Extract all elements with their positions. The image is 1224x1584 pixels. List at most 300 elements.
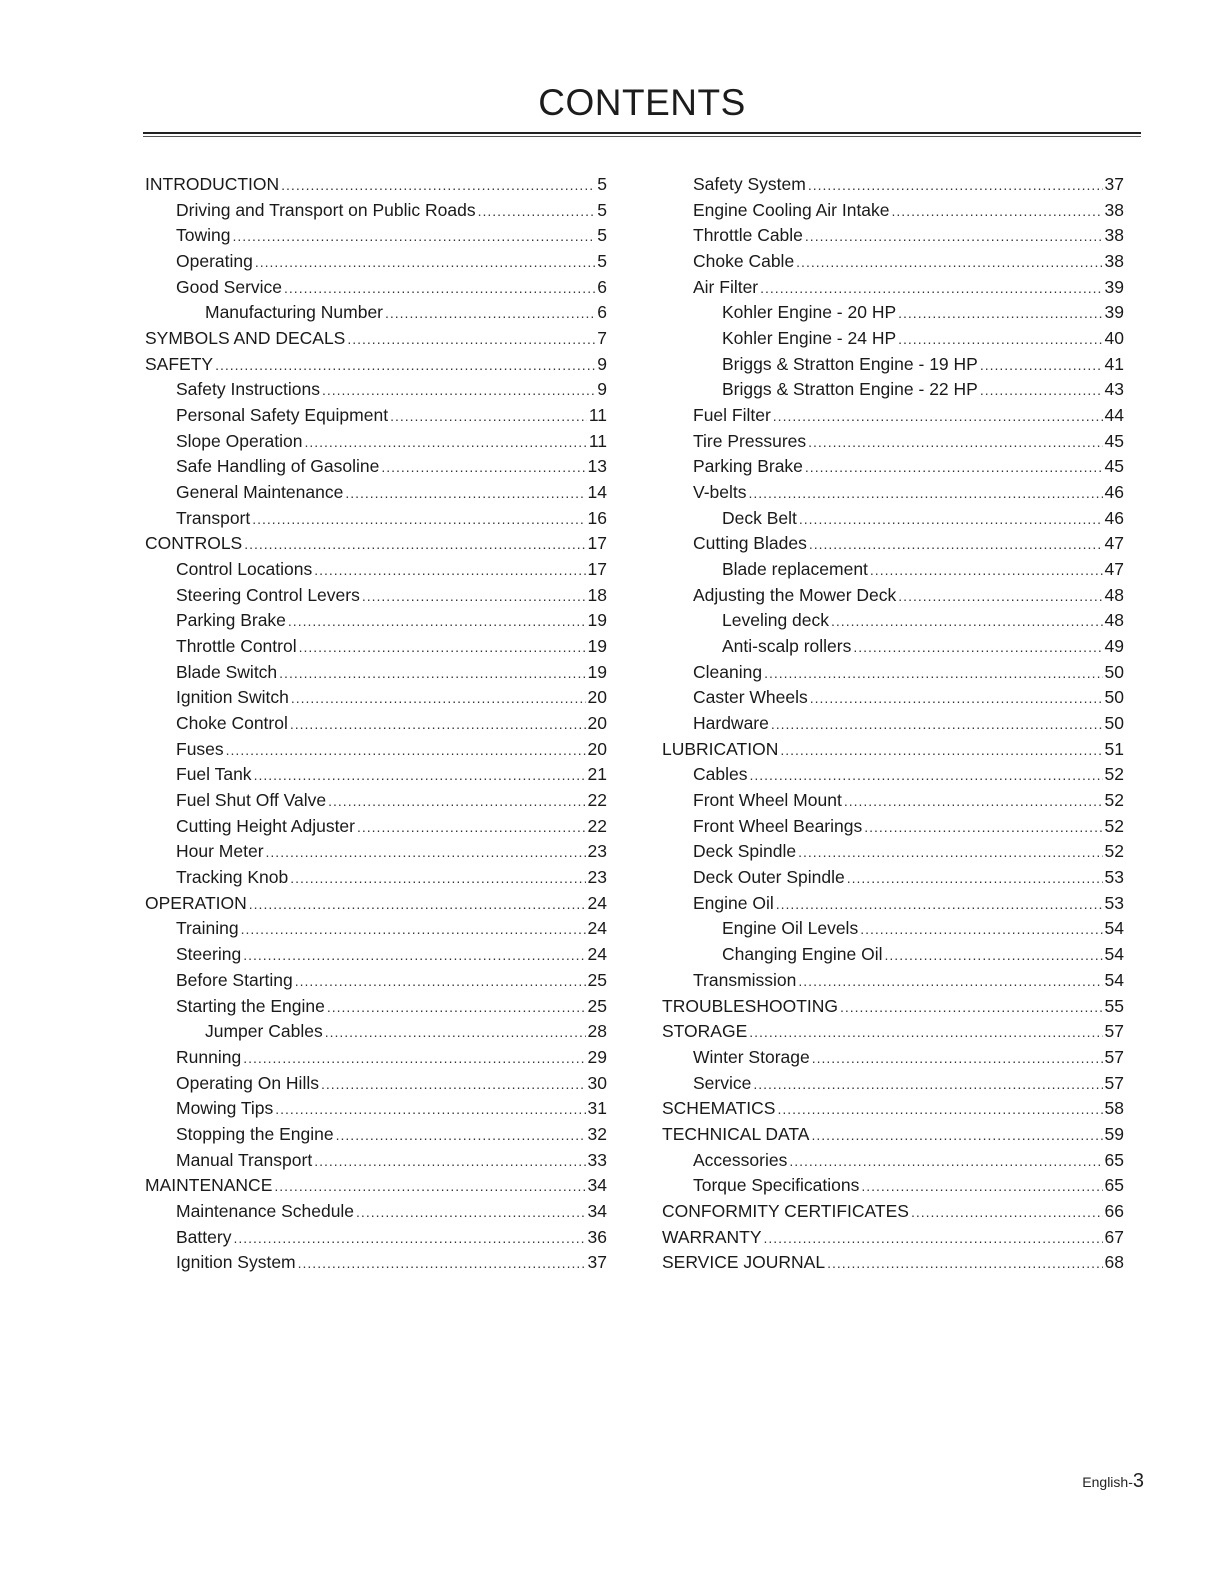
toc-entry[interactable]	[662, 326, 1124, 352]
dot-leader	[243, 1046, 585, 1071]
toc-entry[interactable]	[145, 942, 607, 968]
toc-entry-page: 25	[587, 969, 607, 990]
dot-leader	[226, 738, 586, 763]
toc-entry[interactable]	[662, 300, 1124, 326]
toc-entry-title: Engine Oil	[693, 892, 774, 913]
toc-entry-page: 19	[587, 661, 607, 682]
toc-entry[interactable]	[662, 762, 1124, 788]
toc-entry-page: 7	[597, 328, 607, 349]
toc-entry-title: Battery	[176, 1226, 232, 1247]
toc-entry[interactable]	[662, 916, 1124, 942]
dot-leader	[274, 1174, 585, 1199]
dot-leader	[275, 1097, 585, 1122]
toc-entry-title: MAINTENANCE	[145, 1175, 273, 1196]
toc-entry-title: Front Wheel Mount	[693, 790, 842, 811]
dot-leader	[809, 532, 1103, 557]
toc-entry[interactable]	[145, 660, 607, 686]
toc-entry[interactable]	[662, 352, 1124, 378]
toc-entry[interactable]	[145, 300, 607, 326]
dot-leader	[749, 763, 1102, 788]
toc-entry-title: LUBRICATION	[662, 738, 779, 759]
toc-entry-page: 36	[587, 1226, 607, 1247]
dot-leader	[347, 327, 595, 352]
toc-entry[interactable]	[662, 865, 1124, 891]
footer-page-number: 3	[1132, 1470, 1144, 1492]
toc-entry[interactable]	[145, 1173, 607, 1199]
toc-entry-title: Leveling deck	[722, 610, 830, 631]
toc-entry[interactable]	[145, 326, 607, 352]
toc-entry-title: Deck Belt	[722, 507, 797, 528]
dot-leader	[266, 840, 586, 865]
toc-entry-page: 38	[1104, 251, 1124, 272]
toc-entry[interactable]	[662, 429, 1124, 455]
toc-entry[interactable]	[662, 660, 1124, 686]
toc-entry-title: STORAGE	[662, 1021, 748, 1042]
toc-entry[interactable]	[662, 1122, 1124, 1148]
toc-entry[interactable]	[145, 762, 607, 788]
toc-entry-page: 19	[587, 636, 607, 657]
toc-entry-title: Tire Pressures	[693, 430, 807, 451]
dot-leader	[980, 353, 1103, 378]
toc-entry[interactable]	[662, 1199, 1124, 1225]
toc-entry-title: Safe Handling of Gasoline	[176, 456, 380, 477]
toc-entry[interactable]	[145, 352, 607, 378]
dot-leader	[771, 712, 1103, 737]
dot-leader	[314, 558, 585, 583]
dot-leader	[336, 1123, 586, 1148]
toc-entry-title: SERVICE JOURNAL	[662, 1252, 826, 1273]
toc-entry-page: 9	[597, 379, 607, 400]
toc-entry[interactable]	[662, 275, 1124, 301]
toc-entry[interactable]	[145, 685, 607, 711]
dot-leader	[288, 609, 586, 634]
dot-leader	[255, 250, 595, 275]
toc-entry[interactable]	[145, 608, 607, 634]
toc-entry-title: Maintenance Schedule	[176, 1200, 355, 1221]
dot-leader	[810, 686, 1103, 711]
toc-entry-page: 29	[587, 1046, 607, 1067]
dot-leader	[244, 532, 585, 557]
dot-leader	[322, 378, 595, 403]
toc-entry-page: 24	[587, 892, 607, 913]
toc-entry-title: Throttle Control	[176, 636, 297, 657]
dot-leader	[780, 738, 1102, 763]
toc-entry-page: 43	[1104, 379, 1124, 400]
toc-entry-page: 67	[1104, 1226, 1124, 1247]
toc-entry-title: TROUBLESHOOTING	[662, 995, 838, 1016]
toc-entry[interactable]	[662, 994, 1124, 1020]
dot-leader	[327, 995, 586, 1020]
toc-entry[interactable]	[145, 839, 607, 865]
toc-entry[interactable]	[145, 968, 607, 994]
toc-entry-title: Throttle Cable	[693, 225, 803, 246]
toc-entry-title: Fuses	[176, 738, 224, 759]
toc-entry-title: OPERATION	[145, 892, 247, 913]
toc-entry-page: 14	[587, 482, 607, 503]
dot-leader	[254, 763, 586, 788]
toc-entry-title: Engine Oil Levels	[722, 918, 859, 939]
toc-entry-page: 45	[1104, 430, 1124, 451]
toc-entry-title: Fuel Tank	[176, 764, 252, 785]
toc-entry-page: 53	[1104, 892, 1124, 913]
toc-entry-page: 17	[587, 559, 607, 580]
toc-entry-page: 47	[1104, 559, 1124, 580]
toc-entry-title: Fuel Filter	[693, 405, 771, 426]
toc-entry-page: 18	[587, 584, 607, 605]
toc-entry-page: 48	[1104, 610, 1124, 631]
toc-entry-title: Operating On Hills	[176, 1072, 319, 1093]
toc-entry[interactable]	[145, 814, 607, 840]
toc-entry-page: 55	[1104, 995, 1124, 1016]
toc-entry[interactable]	[662, 557, 1124, 583]
toc-entry-page: 54	[1104, 969, 1124, 990]
toc-entry-title: Transmission	[693, 969, 797, 990]
toc-entry-title: Caster Wheels	[693, 687, 808, 708]
toc-entry-title: Safety Instructions	[176, 379, 320, 400]
toc-entry[interactable]	[145, 275, 607, 301]
toc-entry-page: 54	[1104, 918, 1124, 939]
toc-entry[interactable]	[662, 685, 1124, 711]
dot-leader	[478, 199, 596, 224]
toc-entry-page: 13	[587, 456, 607, 477]
dot-leader	[298, 1251, 586, 1276]
dot-leader	[233, 1226, 585, 1251]
toc-entry[interactable]	[662, 968, 1124, 994]
toc-entry-title: Briggs & Stratton Engine - 22 HP	[722, 379, 978, 400]
toc-entry[interactable]	[662, 1250, 1124, 1276]
toc-entry[interactable]	[145, 557, 607, 583]
toc-entry[interactable]	[662, 403, 1124, 429]
toc-entry-title: Kohler Engine - 20 HP	[722, 302, 897, 323]
dot-leader	[291, 686, 586, 711]
toc-entry-title: Hardware	[693, 713, 769, 734]
toc-entry-page: 20	[587, 738, 607, 759]
toc-entry[interactable]	[145, 891, 607, 917]
toc-entry-title: Parking Brake	[176, 610, 286, 631]
toc-entry-title: Cables	[693, 764, 748, 785]
toc-entry-title: Personal Safety Equipment	[176, 405, 389, 426]
dot-leader	[252, 507, 585, 532]
toc-entry[interactable]	[145, 1045, 607, 1071]
dot-leader	[808, 430, 1102, 455]
toc-entry-title: Ignition System	[176, 1252, 296, 1273]
toc-entry[interactable]	[662, 711, 1124, 737]
toc-entry[interactable]	[662, 942, 1124, 968]
toc-entry-title: Cutting Blades	[693, 533, 807, 554]
toc-entry[interactable]	[145, 403, 607, 429]
toc-entry[interactable]	[145, 506, 607, 532]
toc-entry[interactable]	[145, 1225, 607, 1251]
toc-entry[interactable]	[145, 531, 607, 557]
dot-leader	[356, 1200, 585, 1225]
dot-leader	[385, 301, 595, 326]
page-footer	[1082, 1470, 1144, 1493]
toc-entry[interactable]	[145, 198, 607, 224]
toc-entry-title: Steering Control Levers	[176, 584, 360, 605]
toc-entry-title: Changing Engine Oil	[722, 944, 883, 965]
toc-entry-page: 52	[1104, 764, 1124, 785]
dot-leader	[299, 635, 586, 660]
toc-entry-page: 51	[1104, 738, 1124, 759]
toc-entry-page: 25	[587, 995, 607, 1016]
toc-entry[interactable]	[145, 480, 607, 506]
toc-entry-page: 34	[587, 1200, 607, 1221]
toc-entry[interactable]	[662, 634, 1124, 660]
toc-entry-page: 46	[1104, 482, 1124, 503]
toc-entry-title: General Maintenance	[176, 482, 344, 503]
dot-leader	[870, 558, 1103, 583]
toc-entry-title: Anti-scalp rollers	[722, 636, 852, 657]
toc-left-column	[145, 172, 607, 1276]
toc-entry[interactable]	[145, 865, 607, 891]
toc-entry-page: 38	[1104, 199, 1124, 220]
toc-entry[interactable]	[662, 198, 1124, 224]
toc-entry[interactable]	[662, 583, 1124, 609]
toc-entry-page: 33	[587, 1149, 607, 1170]
toc-entry-page: 46	[1104, 507, 1124, 528]
toc-entry[interactable]	[662, 788, 1124, 814]
toc-entry[interactable]	[145, 583, 607, 609]
toc-entry-page: 38	[1104, 225, 1124, 246]
dot-leader	[847, 866, 1103, 891]
dot-leader	[898, 584, 1102, 609]
toc-entry[interactable]	[145, 249, 607, 275]
toc-entry[interactable]	[662, 1173, 1124, 1199]
toc-entry-title: Service	[693, 1072, 752, 1093]
toc-entry[interactable]	[145, 1250, 607, 1276]
toc-entry-title: Choke Cable	[693, 251, 795, 272]
dot-leader	[764, 1226, 1103, 1251]
toc-entry-title: Manufacturing Number	[205, 302, 383, 323]
toc-entry-page: 50	[1104, 687, 1124, 708]
toc-entry[interactable]	[662, 1096, 1124, 1122]
toc-entry-title: V-belts	[693, 482, 747, 503]
toc-entry-page: 50	[1104, 713, 1124, 734]
toc-entry[interactable]	[662, 608, 1124, 634]
toc-entry-title: Running	[176, 1046, 242, 1067]
dot-leader	[798, 969, 1102, 994]
dot-leader	[805, 455, 1103, 480]
toc-entry-title: Starting the Engine	[176, 995, 325, 1016]
toc-entry-title: Front Wheel Bearings	[693, 815, 863, 836]
toc-entry-page: 59	[1104, 1123, 1124, 1144]
toc-entry-page: 19	[587, 610, 607, 631]
toc-entry[interactable]	[145, 1122, 607, 1148]
toc-entry[interactable]	[662, 223, 1124, 249]
toc-entry[interactable]	[145, 429, 607, 455]
toc-entry-title: SYMBOLS AND DECALS	[145, 328, 346, 349]
toc-entry-title: Tracking Knob	[176, 867, 289, 888]
toc-entry-title: Towing	[176, 225, 231, 246]
dot-leader	[844, 789, 1103, 814]
toc-entry-page: 57	[1104, 1046, 1124, 1067]
toc-entry[interactable]	[662, 891, 1124, 917]
toc-entry-title: CONFORMITY CERTIFICATES	[662, 1200, 909, 1221]
toc-entry-page: 34	[587, 1175, 607, 1196]
dot-leader	[898, 301, 1102, 326]
toc-entry-title: Jumper Cables	[205, 1021, 323, 1042]
dot-leader	[328, 789, 585, 814]
toc-entry[interactable]	[145, 788, 607, 814]
toc-entry[interactable]	[145, 711, 607, 737]
dot-leader	[805, 224, 1103, 249]
toc-entry-page: 52	[1104, 790, 1124, 811]
dot-leader	[811, 1123, 1102, 1148]
toc-entry[interactable]	[662, 531, 1124, 557]
toc-entry-title: Stopping the Engine	[176, 1123, 334, 1144]
dot-leader	[840, 995, 1103, 1020]
dot-leader	[753, 1072, 1102, 1097]
toc-entry[interactable]	[662, 377, 1124, 403]
dot-leader	[345, 481, 585, 506]
toc-entry-title: Blade replacement	[722, 559, 868, 580]
toc-entry-page: 16	[587, 507, 607, 528]
toc-entry-title: Kohler Engine - 24 HP	[722, 328, 897, 349]
dot-leader	[281, 173, 595, 198]
toc-entry[interactable]	[662, 1148, 1124, 1174]
dot-leader	[290, 712, 586, 737]
toc-entry[interactable]	[145, 634, 607, 660]
toc-entry-title: Parking Brake	[693, 456, 803, 477]
dot-leader	[831, 609, 1103, 634]
toc-entry-page: 48	[1104, 584, 1124, 605]
toc-entry[interactable]	[145, 454, 607, 480]
dot-leader	[390, 404, 587, 429]
toc-entry-page: 49	[1104, 636, 1124, 657]
dot-leader	[799, 507, 1103, 532]
toc-entry[interactable]	[145, 994, 607, 1020]
dot-leader	[325, 1020, 586, 1045]
toc-entry[interactable]	[145, 737, 607, 763]
toc-entry-title: Deck Outer Spindle	[693, 867, 845, 888]
title-divider	[143, 132, 1141, 137]
toc-entry[interactable]	[662, 506, 1124, 532]
toc-entry-title: Fuel Shut Off Valve	[176, 790, 327, 811]
toc-entry-page: 50	[1104, 661, 1124, 682]
toc-entry-page: 39	[1104, 276, 1124, 297]
toc-entry-title: Hour Meter	[176, 841, 264, 862]
toc-entry-page: 54	[1104, 944, 1124, 965]
toc-entry-page: 41	[1104, 353, 1124, 374]
toc-entry-page: 9	[597, 353, 607, 374]
dot-leader	[215, 353, 595, 378]
toc-entry[interactable]	[662, 814, 1124, 840]
toc-entry[interactable]	[145, 1199, 607, 1225]
toc-entry[interactable]	[145, 1019, 607, 1045]
toc-entry-page: 6	[597, 276, 607, 297]
dot-leader	[980, 378, 1103, 403]
toc-entry-title: Slope Operation	[176, 430, 303, 451]
toc-entry-title: Engine Cooling Air Intake	[693, 199, 890, 220]
toc-entry-title: SAFETY	[145, 353, 214, 374]
toc-entry-title: Cutting Height Adjuster	[176, 815, 355, 836]
toc-entry-page: 52	[1104, 815, 1124, 836]
toc-entry[interactable]	[145, 1148, 607, 1174]
toc-entry-page: 23	[587, 867, 607, 888]
dot-leader	[898, 327, 1102, 352]
toc-entry[interactable]	[662, 454, 1124, 480]
toc-entry[interactable]	[662, 1071, 1124, 1097]
toc-entry-title: Good Service	[176, 276, 283, 297]
toc-entry[interactable]	[662, 172, 1124, 198]
toc-entry[interactable]	[145, 223, 607, 249]
toc-entry-title: INTRODUCTION	[145, 174, 280, 194]
toc-entry-title: Operating	[176, 251, 253, 272]
toc-entry[interactable]	[662, 737, 1124, 763]
page-title: CONTENTS	[538, 82, 746, 123]
toc-entry-title: SCHEMATICS	[662, 1098, 776, 1119]
dot-leader	[314, 1149, 585, 1174]
toc-entry-title: Training	[176, 918, 239, 939]
toc-entry-title: Briggs & Stratton Engine - 19 HP	[722, 353, 978, 374]
toc-entry[interactable]	[662, 1019, 1124, 1045]
dot-leader	[381, 455, 585, 480]
dot-leader	[295, 969, 586, 994]
toc-entry-page: 57	[1104, 1021, 1124, 1042]
toc-entry-title: Steering	[176, 944, 242, 965]
toc-entry-page: 45	[1104, 456, 1124, 477]
dot-leader	[853, 635, 1102, 660]
toc-entry[interactable]	[662, 1045, 1124, 1071]
toc-entry[interactable]	[145, 1071, 607, 1097]
toc-entry-page: 39	[1104, 302, 1124, 323]
toc-entry[interactable]	[662, 249, 1124, 275]
toc-entry-page: 31	[587, 1098, 607, 1119]
toc-entry[interactable]	[145, 172, 607, 198]
dot-leader	[249, 892, 586, 917]
dot-leader	[808, 173, 1103, 198]
toc-entry-page: 24	[587, 944, 607, 965]
toc-entry[interactable]	[145, 916, 607, 942]
dot-leader	[362, 584, 586, 609]
dot-leader	[749, 481, 1103, 506]
toc-entry-page: 65	[1104, 1149, 1124, 1170]
toc-entry[interactable]	[145, 377, 607, 403]
toc-entry[interactable]	[662, 1225, 1124, 1251]
toc-entry-page: 37	[1104, 174, 1124, 194]
toc-entry-title: Before Starting	[176, 969, 293, 990]
toc-entry-title: WARRANTY	[662, 1226, 762, 1247]
toc-entry-page: 65	[1104, 1175, 1124, 1196]
toc-entry[interactable]	[662, 480, 1124, 506]
toc-entry-title: Control Locations	[176, 559, 313, 580]
toc-entry-page: 28	[587, 1021, 607, 1042]
toc-entry-page: 32	[587, 1123, 607, 1144]
toc-entry-page: 37	[587, 1252, 607, 1273]
toc-entry[interactable]	[145, 1096, 607, 1122]
dot-leader	[232, 224, 595, 249]
toc-entry-title: Transport	[176, 507, 251, 528]
toc-entry-page: 23	[587, 841, 607, 862]
footer-language: English-	[1082, 1474, 1133, 1490]
toc-entry-title: Adjusting the Mower Deck	[693, 584, 897, 605]
toc-entry-page: 52	[1104, 841, 1124, 862]
toc-entry-title: Accessories	[693, 1149, 788, 1170]
dot-leader	[860, 917, 1102, 942]
dot-leader	[861, 1174, 1102, 1199]
toc-entry-page: 58	[1104, 1098, 1124, 1119]
toc-entry-title: Choke Control	[176, 713, 288, 734]
toc-right-column	[662, 172, 1124, 1276]
toc-entry-title: Driving and Transport on Public Roads	[176, 199, 476, 220]
toc-entry-page: 6	[597, 302, 607, 323]
toc-entry-title: Safety System	[693, 174, 806, 194]
toc-entry-page: 68	[1104, 1252, 1124, 1273]
toc-entry[interactable]	[662, 839, 1124, 865]
dot-leader	[827, 1251, 1102, 1276]
toc-entry-page: 66	[1104, 1200, 1124, 1221]
dot-leader	[885, 943, 1103, 968]
